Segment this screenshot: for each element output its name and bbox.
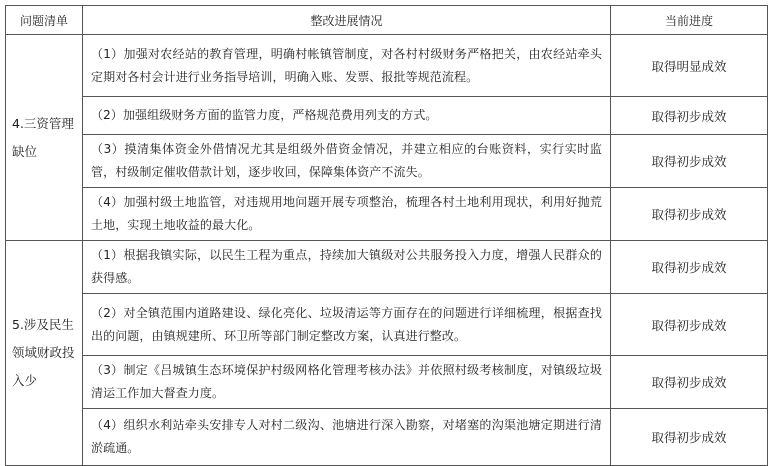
table-row: [6, 409, 768, 466]
table-row: [6, 97, 768, 135]
description-cell: （1）加强对农经站的教育管理，明确村帐镇管制度，对各村村级财务严格把关，由农经站牵头定期对各村会计进行业务指导培训，明确入账、发票、报批等规范流程。: [83, 35, 611, 97]
header-current-progress: 当前进度: [611, 6, 768, 35]
table-row: [6, 241, 768, 294]
description-cell: （3）摸清集体资金外借情况尤其是组级外借资金情况，并建立相应的台账资料，实行实时监管，村级制定催收借款计划，逐步收回，保障集体资产不流失。: [83, 135, 611, 188]
table-row: [6, 135, 768, 188]
progress-cell: 取得初步成效: [611, 241, 768, 294]
progress-cell: 取得初步成效: [611, 294, 768, 356]
progress-cell: 取得初步成效: [611, 135, 768, 188]
description-cell: （1）根据我镇实际，以民生工程为重点，持续加大镇级对公共服务投入力度，增强人民群众的获得感。: [83, 241, 611, 294]
progress-cell: 取得初步成效: [611, 188, 768, 241]
progress-cell: 取得明显成效: [611, 35, 768, 97]
progress-cell: 取得初步成效: [611, 409, 768, 466]
description-cell: （2）加强组级财务方面的监管力度，严格规范费用列支的方式。: [83, 97, 611, 135]
table-row: [6, 35, 768, 97]
rectification-table: [5, 5, 768, 466]
category-cell: 5.涉及民生领域财政投入少: [6, 241, 83, 466]
progress-cell: 取得初步成效: [611, 356, 768, 409]
progress-cell: 取得初步成效: [611, 97, 768, 135]
description-cell: （4）加强村级土地监管，对违规用地问题开展专项整治，梳理各村土地利用现状，利用好抛荒土地，实现土地收益的最大化。: [83, 188, 611, 241]
table-row: [6, 356, 768, 409]
description-cell: （4）组织水利站牵头安排专人对村二级沟、池塘进行深入勘察，对堵塞的沟渠池塘定期进行清淤疏通。: [83, 409, 611, 466]
header-row: [6, 6, 768, 35]
category-cell: 4.三资管理缺位: [6, 35, 83, 241]
header-progress-details: 整改进展情况: [83, 6, 611, 35]
table-row: [6, 188, 768, 241]
header-issue-list: 问题清单: [6, 6, 83, 35]
description-cell: （2）对全镇范围内道路建设、绿化亮化、垃圾清运等方面存在的问题进行详细梳理，根据查找出的问题，由镇规建所、环卫所等部门制定整改方案，认真进行整改。: [83, 294, 611, 356]
table-row: [6, 294, 768, 356]
description-cell: （3）制定《吕城镇生态环境保护村级网格化管理考核办法》并依照村级考核制度，对镇级垃圾清运工作加大督查力度。: [83, 356, 611, 409]
